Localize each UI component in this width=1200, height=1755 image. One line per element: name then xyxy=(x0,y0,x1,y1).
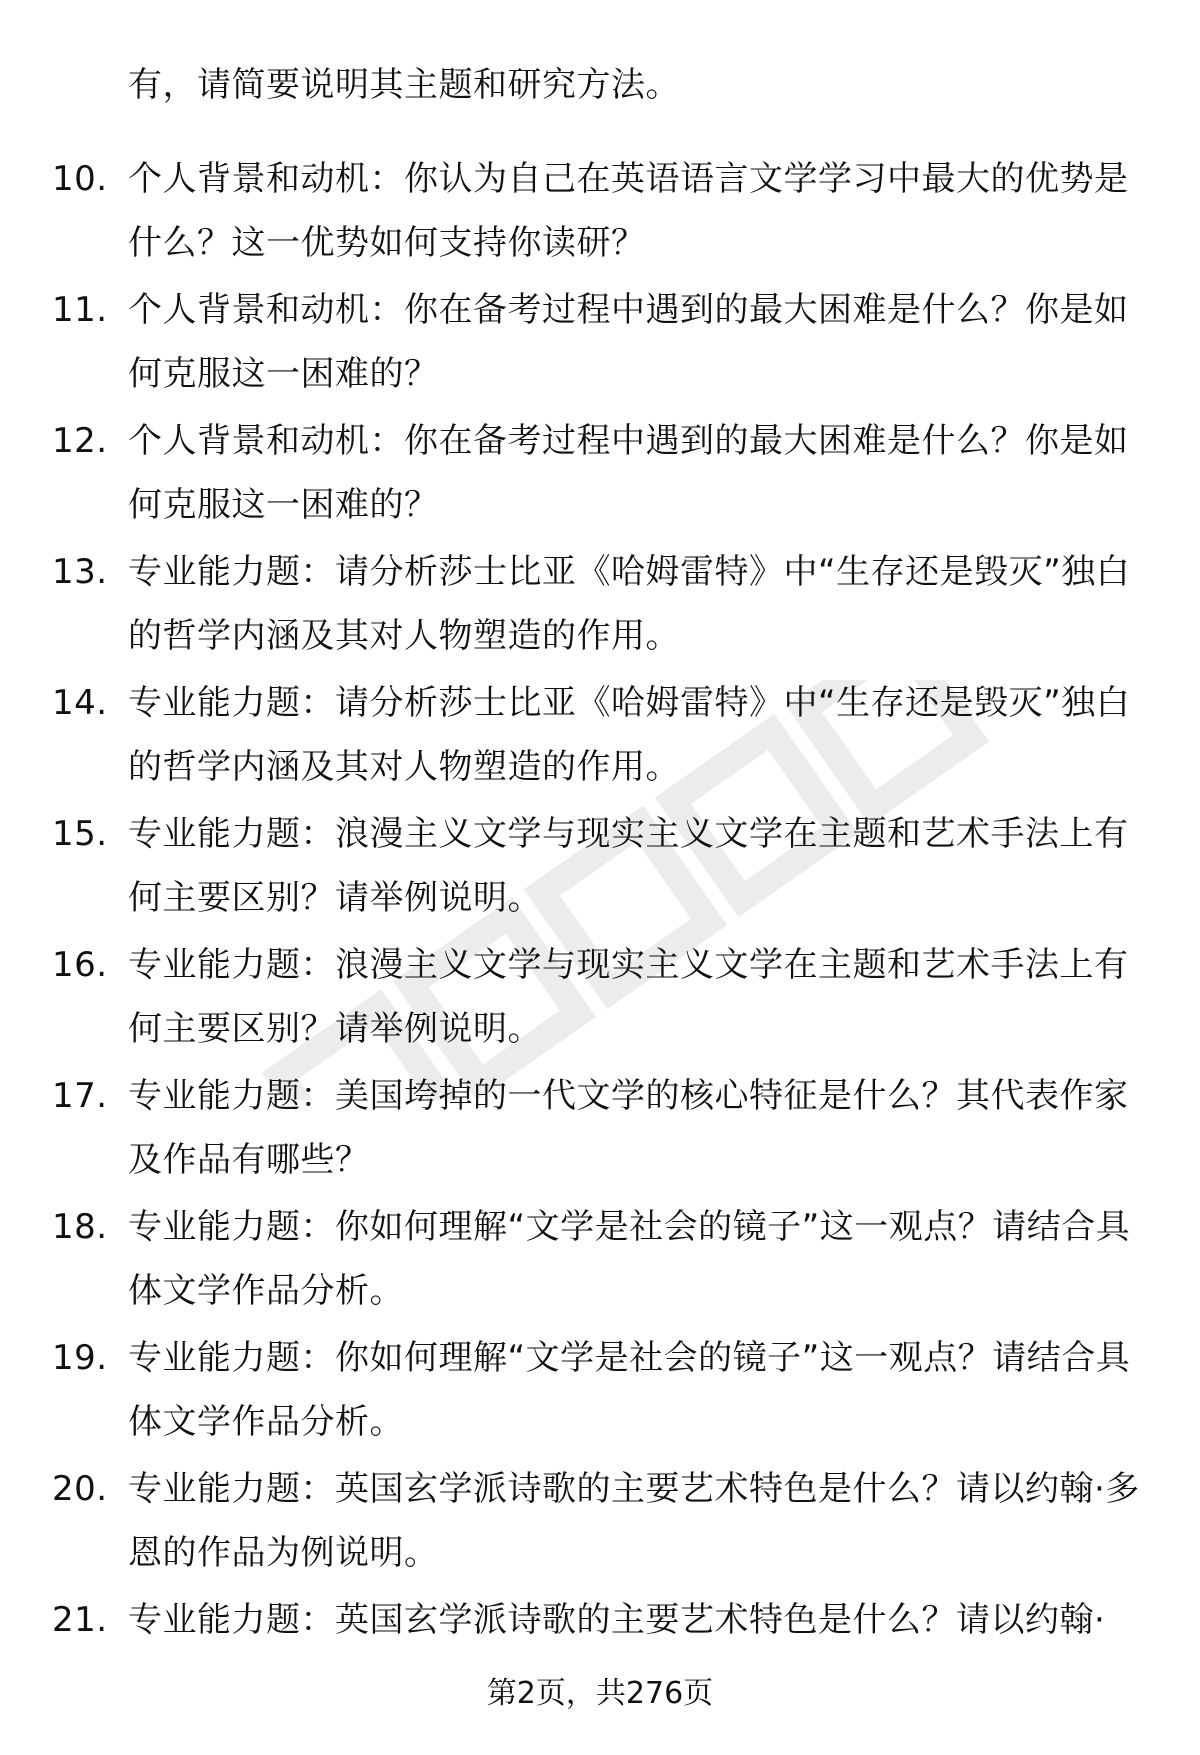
question-number: 18. xyxy=(52,1207,108,1247)
question-number: 11. xyxy=(52,290,108,330)
question-item xyxy=(0,794,1200,925)
question-item xyxy=(0,925,1200,1056)
question-number: 14. xyxy=(52,683,108,723)
question-item xyxy=(0,139,1200,270)
question-text: 个人背景和动机：你认为自己在英语语言文学学习中最大的优势是什么？这一优势如何支持你读研？ xyxy=(128,159,1129,263)
question-number: 10. xyxy=(52,159,108,199)
question-text: 个人背景和动机：你在备考过程中遇到的最大困难是什么？你是如何克服这一困难的？ xyxy=(128,421,1129,525)
question-number: 12. xyxy=(52,421,108,461)
question-text: 专业能力题：请分析莎士比亚《哈姆雷特》中“生存还是毁灭”独白的哲学内涵及其对人物塑造的作用。 xyxy=(128,683,1131,787)
question-item xyxy=(0,1056,1200,1187)
question-text: 专业能力题：你如何理解“文学是社会的镜子”这一观点？请结合具体文学作品分析。 xyxy=(128,1338,1131,1442)
question-number: 15. xyxy=(52,814,108,854)
question-item xyxy=(0,270,1200,401)
question-text: 个人背景和动机：你在备考过程中遇到的最大困难是什么？你是如何克服这一困难的？ xyxy=(128,290,1129,394)
question-text: 专业能力题：浪漫主义文学与现实主义文学在主题和艺术手法上有何主要区别？请举例说明。 xyxy=(128,814,1129,918)
continuation-text: 有，请简要说明其主题和研究方法。 xyxy=(128,65,680,105)
question-item xyxy=(0,401,1200,532)
question-text: 专业能力题：英国玄学派诗歌的主要艺术特色是什么？请以约翰· xyxy=(128,1600,1106,1640)
question-number: 19. xyxy=(52,1338,108,1378)
question-text: 专业能力题：浪漫主义文学与现实主义文学在主题和艺术手法上有何主要区别？请举例说明。 xyxy=(128,945,1129,1049)
question-item xyxy=(0,1449,1200,1580)
question-text: 专业能力题：美国垮掉的一代文学的核心特征是什么？其代表作家及作品有哪些？ xyxy=(128,1076,1129,1180)
question-number: 17. xyxy=(52,1076,108,1116)
question-number: 16. xyxy=(52,945,108,985)
question-number: 13. xyxy=(52,552,108,592)
question-item xyxy=(0,1187,1200,1318)
question-item xyxy=(0,663,1200,794)
question-list xyxy=(0,139,1200,1711)
question-item xyxy=(0,532,1200,663)
question-number: 21. xyxy=(52,1600,108,1640)
question-number: 20. xyxy=(52,1469,108,1509)
question-text: 专业能力题：请分析莎士比亚《哈姆雷特》中“生存还是毁灭”独白的哲学内涵及其对人物塑造的作用。 xyxy=(128,552,1131,656)
question-text: 专业能力题：你如何理解“文学是社会的镜子”这一观点？请结合具体文学作品分析。 xyxy=(128,1207,1131,1311)
page-footer: 第2页，共276页 xyxy=(486,1676,714,1711)
question-text: 专业能力题：英国玄学派诗歌的主要艺术特色是什么？请以约翰·多恩的作品为例说明。 xyxy=(128,1469,1140,1573)
question-item xyxy=(0,1318,1200,1449)
